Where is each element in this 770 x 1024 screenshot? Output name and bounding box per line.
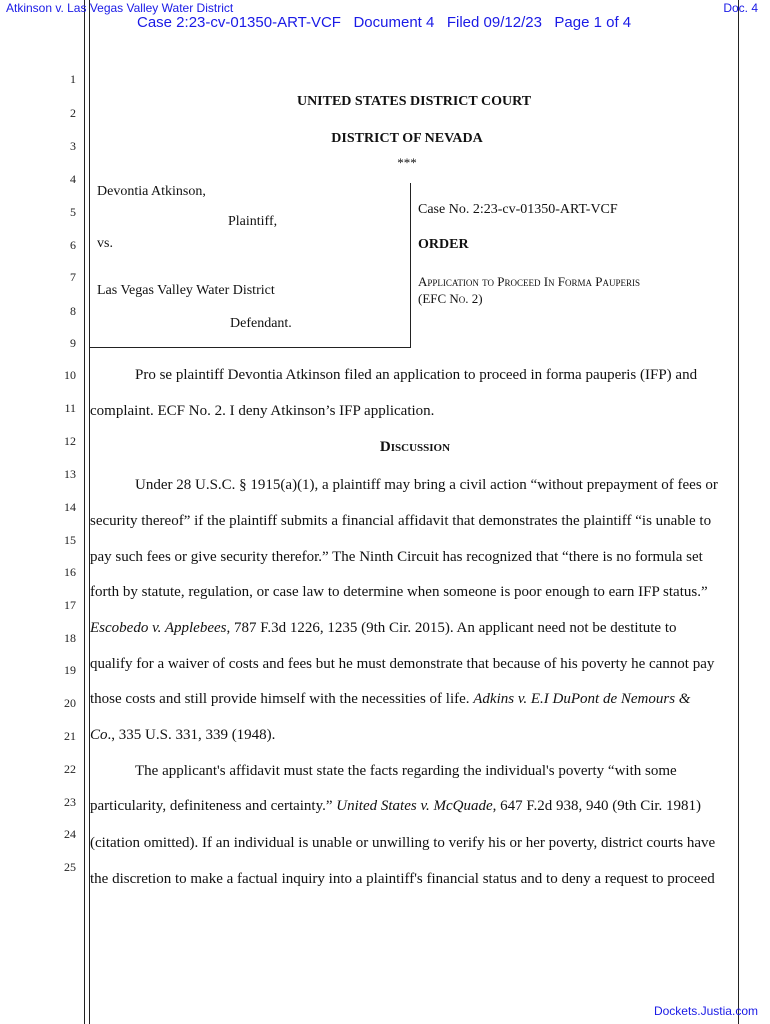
line-number: 25 (64, 860, 76, 874)
decorative-stars: *** (397, 155, 417, 170)
line-number: 14 (64, 500, 76, 514)
plaintiff-role: Plaintiff, (228, 214, 278, 229)
line-number: 24 (64, 827, 76, 841)
justia-source-link[interactable]: Dockets.Justia.com (653, 1004, 758, 1018)
line-number: 6 (70, 238, 76, 252)
defendant-name: Las Vegas Valley Water District (97, 283, 275, 298)
line-number: 13 (64, 467, 76, 481)
body-line: security thereof” if the plaintiff submits a financial affidavit that demonstrates the plaintiff “is unable to (90, 513, 712, 529)
body-line: Pro se plaintiff Devontia Atkinson filed an application to proceed in forma pauperis (IFP) and (135, 367, 698, 383)
versus-label: vs. (97, 236, 113, 251)
line-number: 19 (64, 663, 76, 677)
line-number: 20 (64, 696, 76, 710)
line-number: 5 (70, 205, 76, 219)
case-citation: Escobedo v. Applebees (90, 620, 227, 636)
margin-rule-left-outer (84, 0, 85, 1024)
line-number: 10 (64, 368, 76, 382)
line-number: 11 (64, 401, 76, 415)
line-number: 2 (70, 106, 76, 120)
body-line: qualify for a waiver of costs and fees but he must demonstrate that because of his poverty he cannot pay (90, 656, 715, 672)
motion-reference: (EFC No. 2) (418, 291, 483, 306)
motion-title: Application to Proceed In Forma Pauperis (418, 274, 641, 289)
case-citation: United States v. McQuade (336, 798, 493, 814)
line-number: 4 (70, 172, 76, 186)
court-name: UNITED STATES DISTRICT COURT (296, 94, 532, 109)
line-number: 22 (64, 762, 76, 776)
line-number: 3 (70, 139, 76, 153)
line-number: 17 (64, 598, 76, 612)
line-number: 1 (70, 72, 76, 86)
case-citation: Co (90, 727, 108, 743)
document-number-link[interactable]: Doc. 4 (723, 1, 758, 15)
case-citation: Adkins v. E.I DuPont de Nemours & (473, 691, 691, 707)
body-line: those costs and still provide himself with the necessities of life. Adkins v. E.I DuPont de Nemours & (90, 691, 691, 707)
body-line: pay such fees or give security therefor.” The Ninth Circuit has recognized that “there is no formula set (90, 549, 703, 565)
body-line: (citation omitted). If an individual is unable or unwilling to verify his or her poverty, district courts have (90, 835, 716, 851)
line-number: 7 (70, 270, 76, 284)
court-district: DISTRICT OF NEVADA (331, 131, 483, 146)
body-line: Under 28 U.S.C. § 1915(a)(1), a plaintiff may bring a civil action “without prepayment of fees or (135, 477, 718, 493)
filing-stamp: Case 2:23-cv-01350-ART-VCF Document 4 Filed 09/12/23 Page 1 of 4 (137, 14, 632, 31)
line-number: 15 (64, 533, 76, 547)
body-line: the discretion to make a factual inquiry into a plaintiff's financial status and to deny a request to proceed (90, 871, 715, 887)
section-heading: Discussion (379, 439, 451, 455)
caption-bottom-rule (90, 347, 411, 348)
order-label: ORDER (418, 237, 469, 252)
body-line: Co., 335 U.S. 331, 339 (1948). (90, 727, 276, 743)
body-line: particularity, definiteness and certainty.” United States v. McQuade, 647 F.2d 938, 940 (9th Cir. 1981) (90, 798, 702, 814)
defendant-role: Defendant. (230, 316, 292, 331)
line-number: 21 (64, 729, 76, 743)
line-number: 23 (64, 795, 76, 809)
margin-rule-right (738, 0, 739, 1024)
body-line: Escobedo v. Applebees, 787 F.3d 1226, 1235 (9th Cir. 2015). An applicant need not be destitute to (90, 620, 677, 636)
line-number: 16 (64, 565, 76, 579)
plaintiff-name: Devontia Atkinson, (97, 184, 206, 199)
line-number: 9 (70, 336, 76, 350)
body-line: complaint. ECF No. 2. I deny Atkinson’s IFP application. (90, 403, 435, 419)
body-line: The applicant's affidavit must state the facts regarding the individual's poverty “with some (135, 763, 677, 779)
caption-vertical-rule (410, 183, 411, 347)
case-number: Case No. 2:23-cv-01350-ART-VCF (418, 202, 618, 217)
body-line: forth by statute, regulation, or case law to determine when someone is poor enough to earn IFP status.” (90, 584, 708, 600)
line-number: 12 (64, 434, 76, 448)
line-number: 8 (70, 304, 76, 318)
line-number: 18 (64, 631, 76, 645)
case-title-link[interactable]: Atkinson v. Las Vegas Valley Water District (6, 1, 234, 15)
